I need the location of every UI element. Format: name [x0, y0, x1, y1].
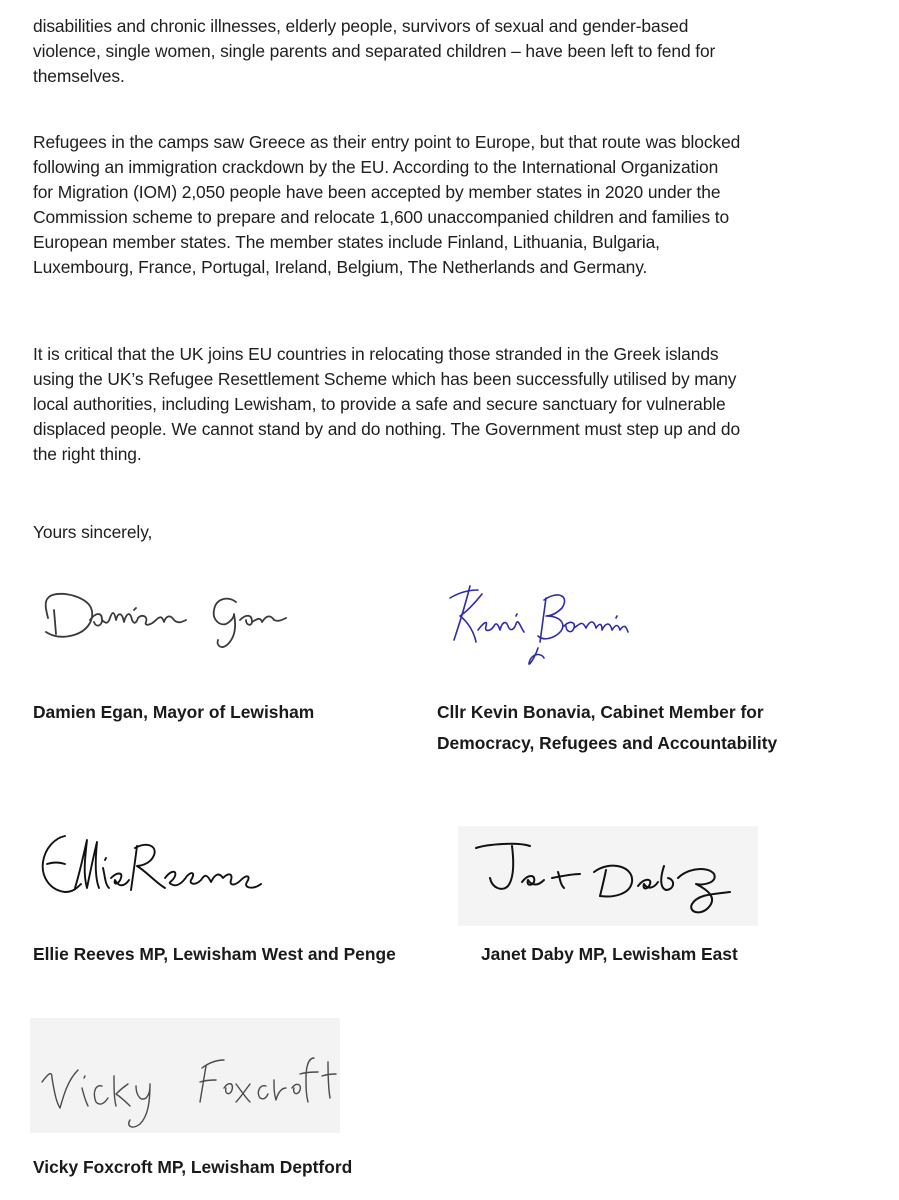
signatory-name-kevin-bonavia-line-2: Democracy, Refugees and Accountability [437, 733, 778, 753]
signatory-name-vicky-foxcroft-line-1: Vicky Foxcroft MP, Lewisham Deptford [33, 1157, 353, 1177]
signature-vicky-foxcroft [30, 1018, 340, 1133]
paragraph-3 [33, 342, 869, 467]
signatory-name-damien-egan [33, 697, 314, 728]
signatory-name-damien-egan-line-1: Damien Egan, Mayor of Lewisham [33, 702, 315, 722]
signature-ellie-reeves [25, 818, 325, 913]
paragraph-1-line-3: themselves. [33, 66, 125, 86]
signature-damien-egan-strokes [46, 594, 286, 647]
signature-kevin-bonavia [430, 578, 670, 678]
paragraph-3-line-1: It is critical that the UK joins EU countries in relocating those stranded in the Greek islands [33, 344, 719, 364]
paragraph-2-line-3: for Migration (IOM) 2,050 people have been accepted by member states in 2020 under the [33, 182, 721, 202]
signatory-name-kevin-bonavia-line-1: Cllr Kevin Bonavia, Cabinet Member for [437, 702, 764, 722]
paragraph-2 [33, 130, 869, 280]
signatory-name-ellie-reeves-line-1: Ellie Reeves MP, Lewisham West and Penge [33, 944, 396, 964]
paragraph-1-line-1: disabilities and chronic illnesses, elderly people, survivors of sexual and gender-based [33, 16, 689, 36]
signatory-name-janet-daby-line-1: Janet Daby MP, Lewisham East [481, 944, 738, 964]
paragraph-3-line-5: the right thing. [33, 444, 142, 464]
paragraph-3-line-2: using the UK’s Refugee Resettlement Scheme which has been successfully utilised by many [33, 369, 737, 389]
paragraph-1-line-2: violence, single women, single parents and separated children – have been left to fend for [33, 41, 716, 61]
signatory-name-kevin-bonavia [437, 697, 777, 759]
signatory-name-ellie-reeves [33, 939, 396, 970]
closing-text: Yours sincerely, [33, 522, 153, 542]
signature-ellie-reeves-strokes [43, 836, 261, 892]
signatory-name-vicky-foxcroft [33, 1152, 352, 1183]
signature-janet-daby-strokes [476, 844, 730, 913]
signatory-name-janet-daby [481, 939, 738, 970]
paragraph-2-line-4: Commission scheme to prepare and relocate 1,600 unaccompanied children and families to [33, 207, 730, 227]
signature-vicky-foxcroft-strokes [42, 1058, 336, 1127]
closing-salutation [33, 520, 869, 545]
paragraph-3-line-4: displaced people. We cannot stand by and do nothing. The Government must step up and do [33, 419, 741, 439]
paragraph-2-line-5: European member states. The member states include Finland, Lithuania, Bulgaria, [33, 232, 660, 252]
signature-kevin-bonavia-strokes [450, 586, 628, 664]
signature-damien-egan [30, 580, 300, 660]
paragraph-2-line-1: Refugees in the camps saw Greece as their entry point to Europe, but that route was blocked [33, 132, 741, 152]
paragraph-2-line-2: following an immigration crackdown by the EU. According to the International Organization [33, 157, 719, 177]
paragraph-2-line-6: Luxembourg, France, Portugal, Ireland, Belgium, The Netherlands and Germany. [33, 257, 648, 277]
paragraph-3-line-3: local authorities, including Lewisham, to provide a safe and secure sanctuary for vulnerable [33, 394, 726, 414]
signature-janet-daby [468, 826, 758, 926]
paragraph-1 [33, 14, 869, 89]
